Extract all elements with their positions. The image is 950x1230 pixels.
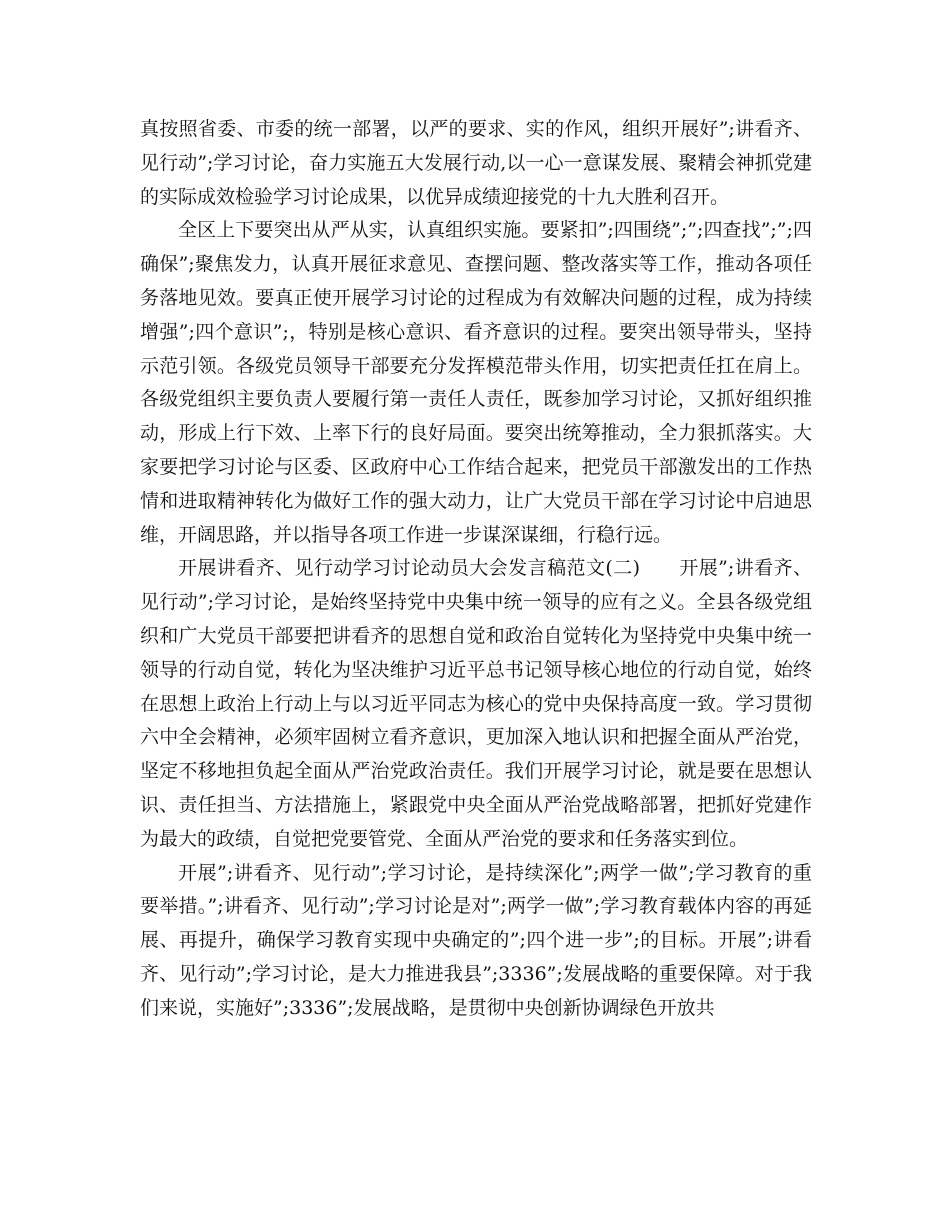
paragraph-1: 真按照省委、市委的统一部署，以严的要求、实的作风，组织开展好”;讲看齐、见行动”;学习讨论，奋力实施五大发展行动,以一心一意谋发展、聚精会神抓党建的实际成效检验学习讨论成果，以优异成绩迎接党的十九大胜利召开。: [140, 118, 812, 208]
paragraph-3: 开展讲看齐、见行动学习讨论动员大会发言稿范文(二) 开展”;讲看齐、见行动”;学习讨论，是始终坚持党中央集中统一领导的应有之义。全县各级党组织和广大党员干部要把讲看齐的思想自觉和政治自觉转化为坚持党中央集中统一领导的行动自觉，转化为坚决维护习近平总书记领导核心地位的行动自觉，始终在思想上政治上行动上与以习近平同志为核心的党中央保持高度一致。学习贯彻六中全会精神，必须牢固树立看齐意识，更加深入地认识和把握全面从严治党，坚定不移地担负起全面从严治党政治责任。我们开展学习讨论，就是要在思想认识、责任担当、方法措施上，紧跟党中央全面从严治党战略部署，把抓好党建作为最大的政绩，自觉把党要管党、全面从严治党的要求和任务落实到位。: [140, 557, 812, 850]
paragraph-2: 全区上下要突出从严从实，认真组织实施。要紧扣”;四围绕”;”;四查找”;”;四确保”;聚焦发力，认真开展征求意见、查摆问题、整改落实等工作，推动各项任务落地见效。要真正使开展学习讨论的过程成为有效解决问题的过程，成为持续增强”;四个意识”;，特别是核心意识、看齐意识的过程。要突出领导带头，坚持示范引领。各级党员领导干部要充分发挥模范带头作用，切实把责任扛在肩上。各级党组织主要负责人要履行第一责任人责任，既参加学习讨论，又抓好组织推动，形成上行下效、上率下行的良好局面。要突出统筹推动，全力狠抓落实。大家要把学习讨论与区委、区政府中心工作结合起来，把党员干部激发出的工作热情和进取精神转化为做好工作的强大动力，让广大党员干部在学习讨论中启迪思维，开阔思路，并以指导各项工作进一步谋深谋细，行稳行远。: [140, 219, 812, 546]
paragraph-4: 开展”;讲看齐、见行动”;学习讨论，是持续深化”;两学一做”;学习教育的重要举措。”;讲看齐、见行动”;学习讨论是对”;两学一做”;学习教育载体内容的再延展、再提升，确保学习教育实现中央确定的”;四个进一步”;的目标。开展”;讲看齐、见行动”;学习讨论，是大力推进我县”;3336”;发展战略的重要保障。对于我们来说，实施好”;3336”;发展战略，是贯彻中央创新协调绿色开放共: [140, 861, 812, 1019]
document-body: [140, 113, 812, 1026]
